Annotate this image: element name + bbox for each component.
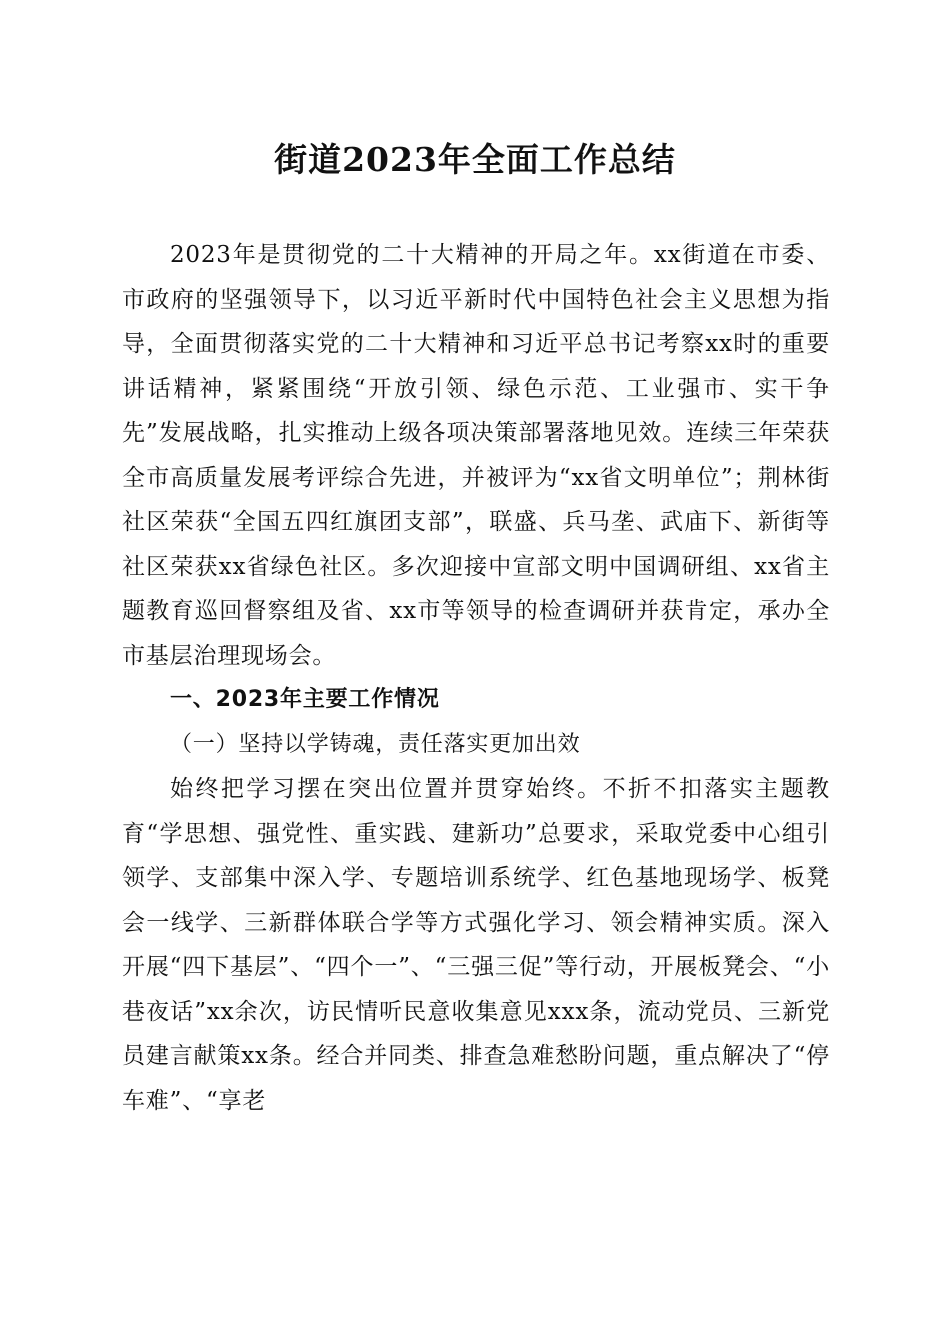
document-title: 街道2023年全面工作总结 xyxy=(274,140,676,179)
study-paragraph: 始终把学习摆在突出位置并贯穿始终。不折不扣落实主题教育“学思想、强党性、重实践、建新功”总要求，采取党委中心组引领学、支部集中深入学、专题培训系统学、红色基地现场学、板凳会一线学、三新群体联合学等方式强化学习、领会精神实质。深入开展“四下基层”、“四个一”、“三强三促”等行动，开展板凳会、“小巷夜话”xx余次，访民情听民意收集意见xxx条，流动党员、三新党员建言献策xx条。经合并同类、排查急难愁盼问题，重点解决了“停车难”、“享老 xyxy=(122,776,830,1114)
document-body xyxy=(122,233,830,1123)
subsection-heading-study: （一）坚持以学铸魂，责任落实更加出效 xyxy=(170,731,581,757)
section-heading-main-work: 一、2023年主要工作情况 xyxy=(170,687,440,712)
intro-paragraph: 2023年是贯彻党的二十大精神的开局之年。xx街道在市委、市政府的坚强领导下，以习近平新时代中国特色社会主义思想为指导，全面贯彻落实党的二十大精神和习近平总书记考察xx时的重要讲话精神，紧紧围绕“开放引领、绿色示范、工业强市、实干争先”发展战略，扎实推动上级各项决策部署落地见效。连续三年荣获全市高质量发展考评综合先进，并被评为“xx省文明单位”；荆林街社区荣获“全国五四红旗团支部”，联盛、兵马垄、武庙下、新街等社区荣获xx省绿色社区。多次迎接中宣部文明中国调研组、xx省主题教育巡回督察组及省、xx市等领导的检查调研并获肯定，承办全市基层治理现场会。 xyxy=(122,242,830,669)
